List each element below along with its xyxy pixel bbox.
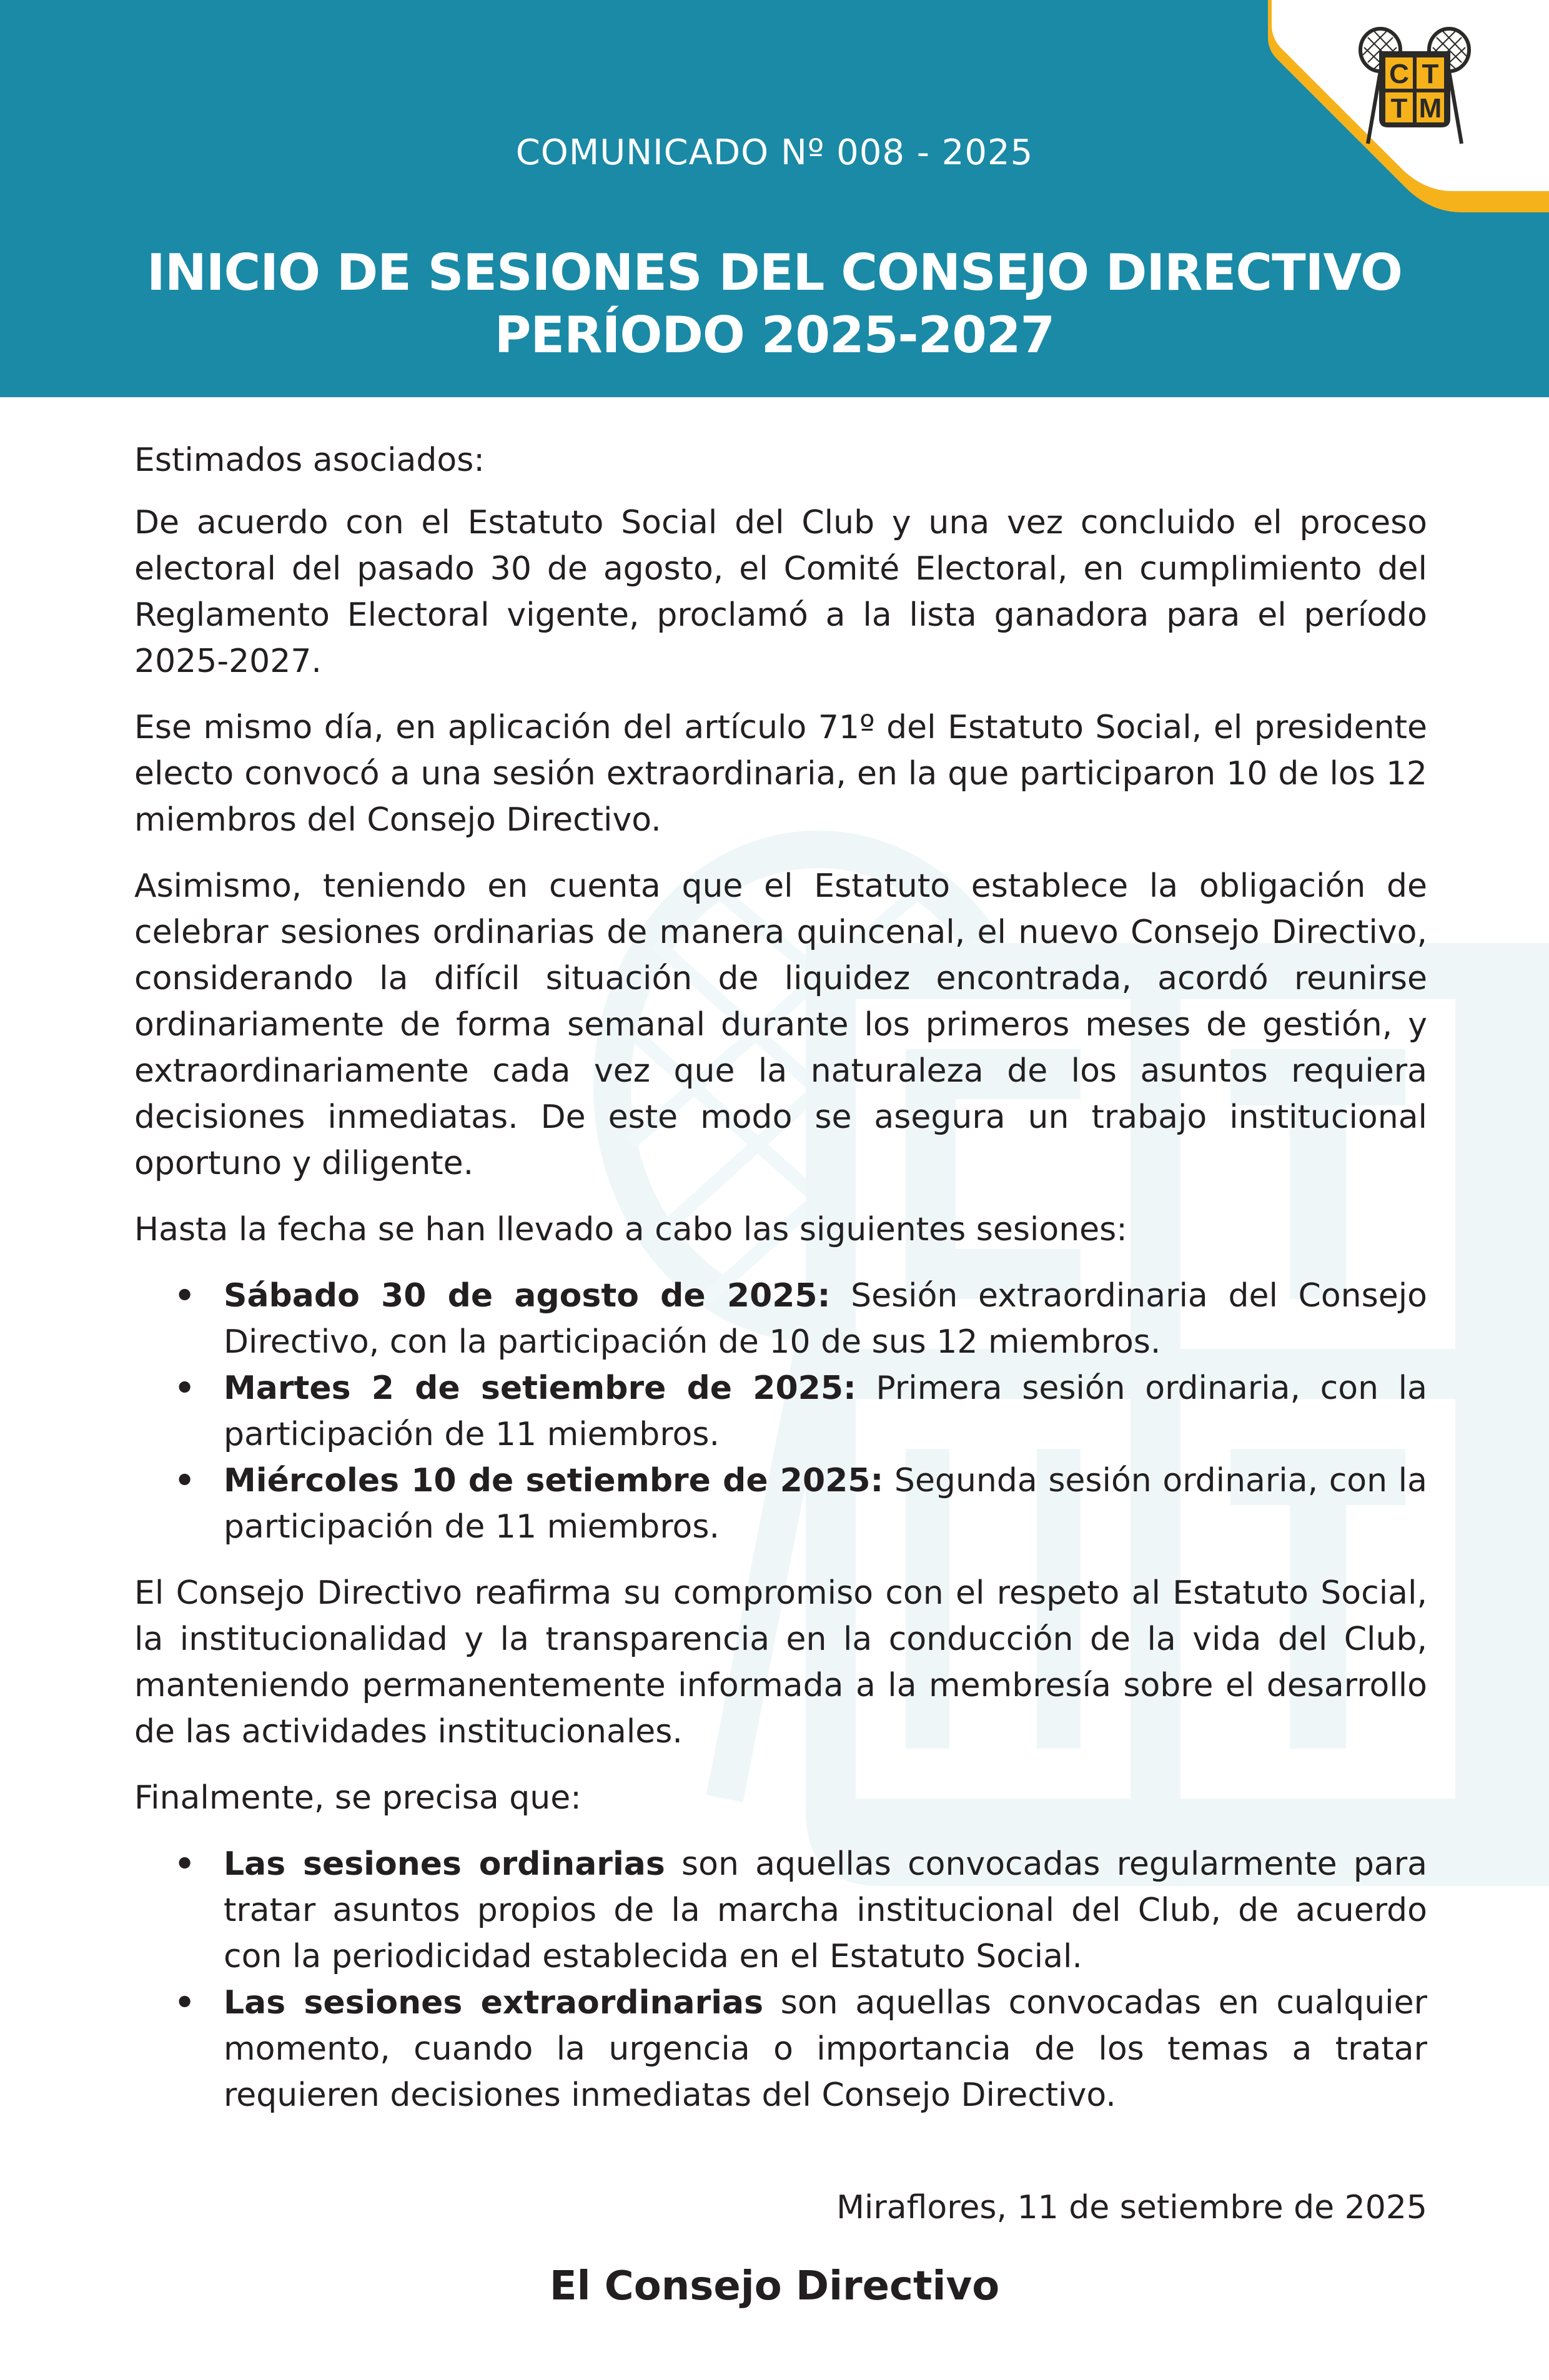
session-description: Sesión extraordinaria del Consejo Directivo, con la participación de 10 de sus 12 miembros. — [224, 1277, 1427, 1361]
session-date: Martes 2 de setiembre de 2025: — [224, 1370, 856, 1407]
final-intro: Finalmente, se precisa que: — [134, 1779, 581, 1817]
list-item — [134, 1841, 1427, 1980]
page-title-line-1: INICIO DE SESIONES DEL CONSEJO DIRECTIVO — [147, 244, 1402, 302]
bullet: • — [174, 1845, 195, 1883]
logo-letter-c: C — [1389, 59, 1409, 89]
definition-text: son aquellas convocadas en cualquier momento, cuando la urgencia o importancia de los temas a tratar requieren decisiones inmediatas del Consejo Directivo. — [224, 1984, 1427, 2114]
list-item — [134, 1273, 1427, 1365]
sessions-list — [134, 1273, 1427, 1550]
bullet: • — [174, 1370, 195, 1407]
bullet: • — [174, 1984, 195, 2022]
place-date: Miraflores, 11 de setiembre de 2025 — [836, 2189, 1427, 2226]
paragraph-1: De acuerdo con el Estatuto Social del Club y una vez concluido el proceso electoral del pasado 30 de agosto, el Comité Electoral, en cumplimiento del Reglamento Electoral vigente, proclamó a la lista ganadora para el período 2025-2027. — [134, 504, 1427, 680]
paragraph-4: El Consejo Directivo reafirma su compromiso con el respeto al Estatuto Social, la institucionalidad y la transparencia en la conducción de la vida del Club, manteniendo permanentemente informada a la membresía sobre el desarrollo de las actividades institucionales. — [134, 1574, 1427, 1750]
session-date: Miércoles 10 de setiembre de 2025: — [224, 1462, 884, 1499]
bullet: • — [174, 1277, 195, 1315]
logo-letter-t2: T — [1390, 93, 1408, 124]
bullet: • — [174, 1462, 195, 1499]
session-date: Sábado 30 de agosto de 2025: — [224, 1277, 831, 1315]
page-title-line-2: PERÍODO 2025-2027 — [494, 306, 1055, 364]
definition-term: Las sesiones extraordinarias — [224, 1984, 764, 2022]
session-description: Segunda sesión ordinaria, con la participación de 11 miembros. — [224, 1462, 1427, 1546]
paragraph-2: Ese mismo día, en aplicación del artículo 71º del Estatuto Social, el presidente electo convocó a una sesión extraordinaria, en la que participaron 10 de los 12 miembros del Consejo Directivo. — [134, 709, 1427, 839]
list-item — [134, 1980, 1427, 2118]
list-item — [134, 1458, 1427, 1550]
comunicado-number: COMUNICADO Nº 008 - 2025 — [515, 132, 1034, 173]
definition-text: son aquellas convocadas regularmente para tratar asuntos propios de la marcha institucional del Club, de acuerdo con la periodicidad establecida en el Estatuto Social. — [224, 1845, 1428, 1975]
list-item — [134, 1365, 1427, 1458]
definitions-list — [134, 1841, 1427, 2118]
greeting: Estimados asociados: — [134, 442, 485, 479]
session-description: Primera sesión ordinaria, con la participación de 11 miembros. — [224, 1370, 1427, 1453]
logo-letter-t1: T — [1422, 59, 1439, 89]
signature: El Consejo Directivo — [549, 2263, 1000, 2309]
paragraph-3: Asimismo, teniendo en cuenta que el Estatuto establece la obligación de celebrar sesiones ordinarias de manera quincenal, el nuevo Consejo Directivo, considerando la difícil situación de liquidez encontrada, acordó reunirse ordinariamente de forma semanal durante los primeros meses de gestión, y extraordinariamente cada vez que la naturaleza de los asuntos requiera decisiones inmediatas. De este modo se asegura un trabajo institucional oportuno y diligente. — [134, 867, 1427, 1182]
definition-term: Las sesiones ordinarias — [224, 1845, 665, 1883]
logo-letter-m: M — [1418, 93, 1442, 124]
header-corner-accent — [0, 0, 1549, 225]
sessions-intro: Hasta la fecha se han llevado a cabo las siguientes sesiones: — [134, 1211, 1127, 1248]
club-crest-icon — [1355, 25, 1474, 150]
body-content — [134, 437, 1427, 2138]
